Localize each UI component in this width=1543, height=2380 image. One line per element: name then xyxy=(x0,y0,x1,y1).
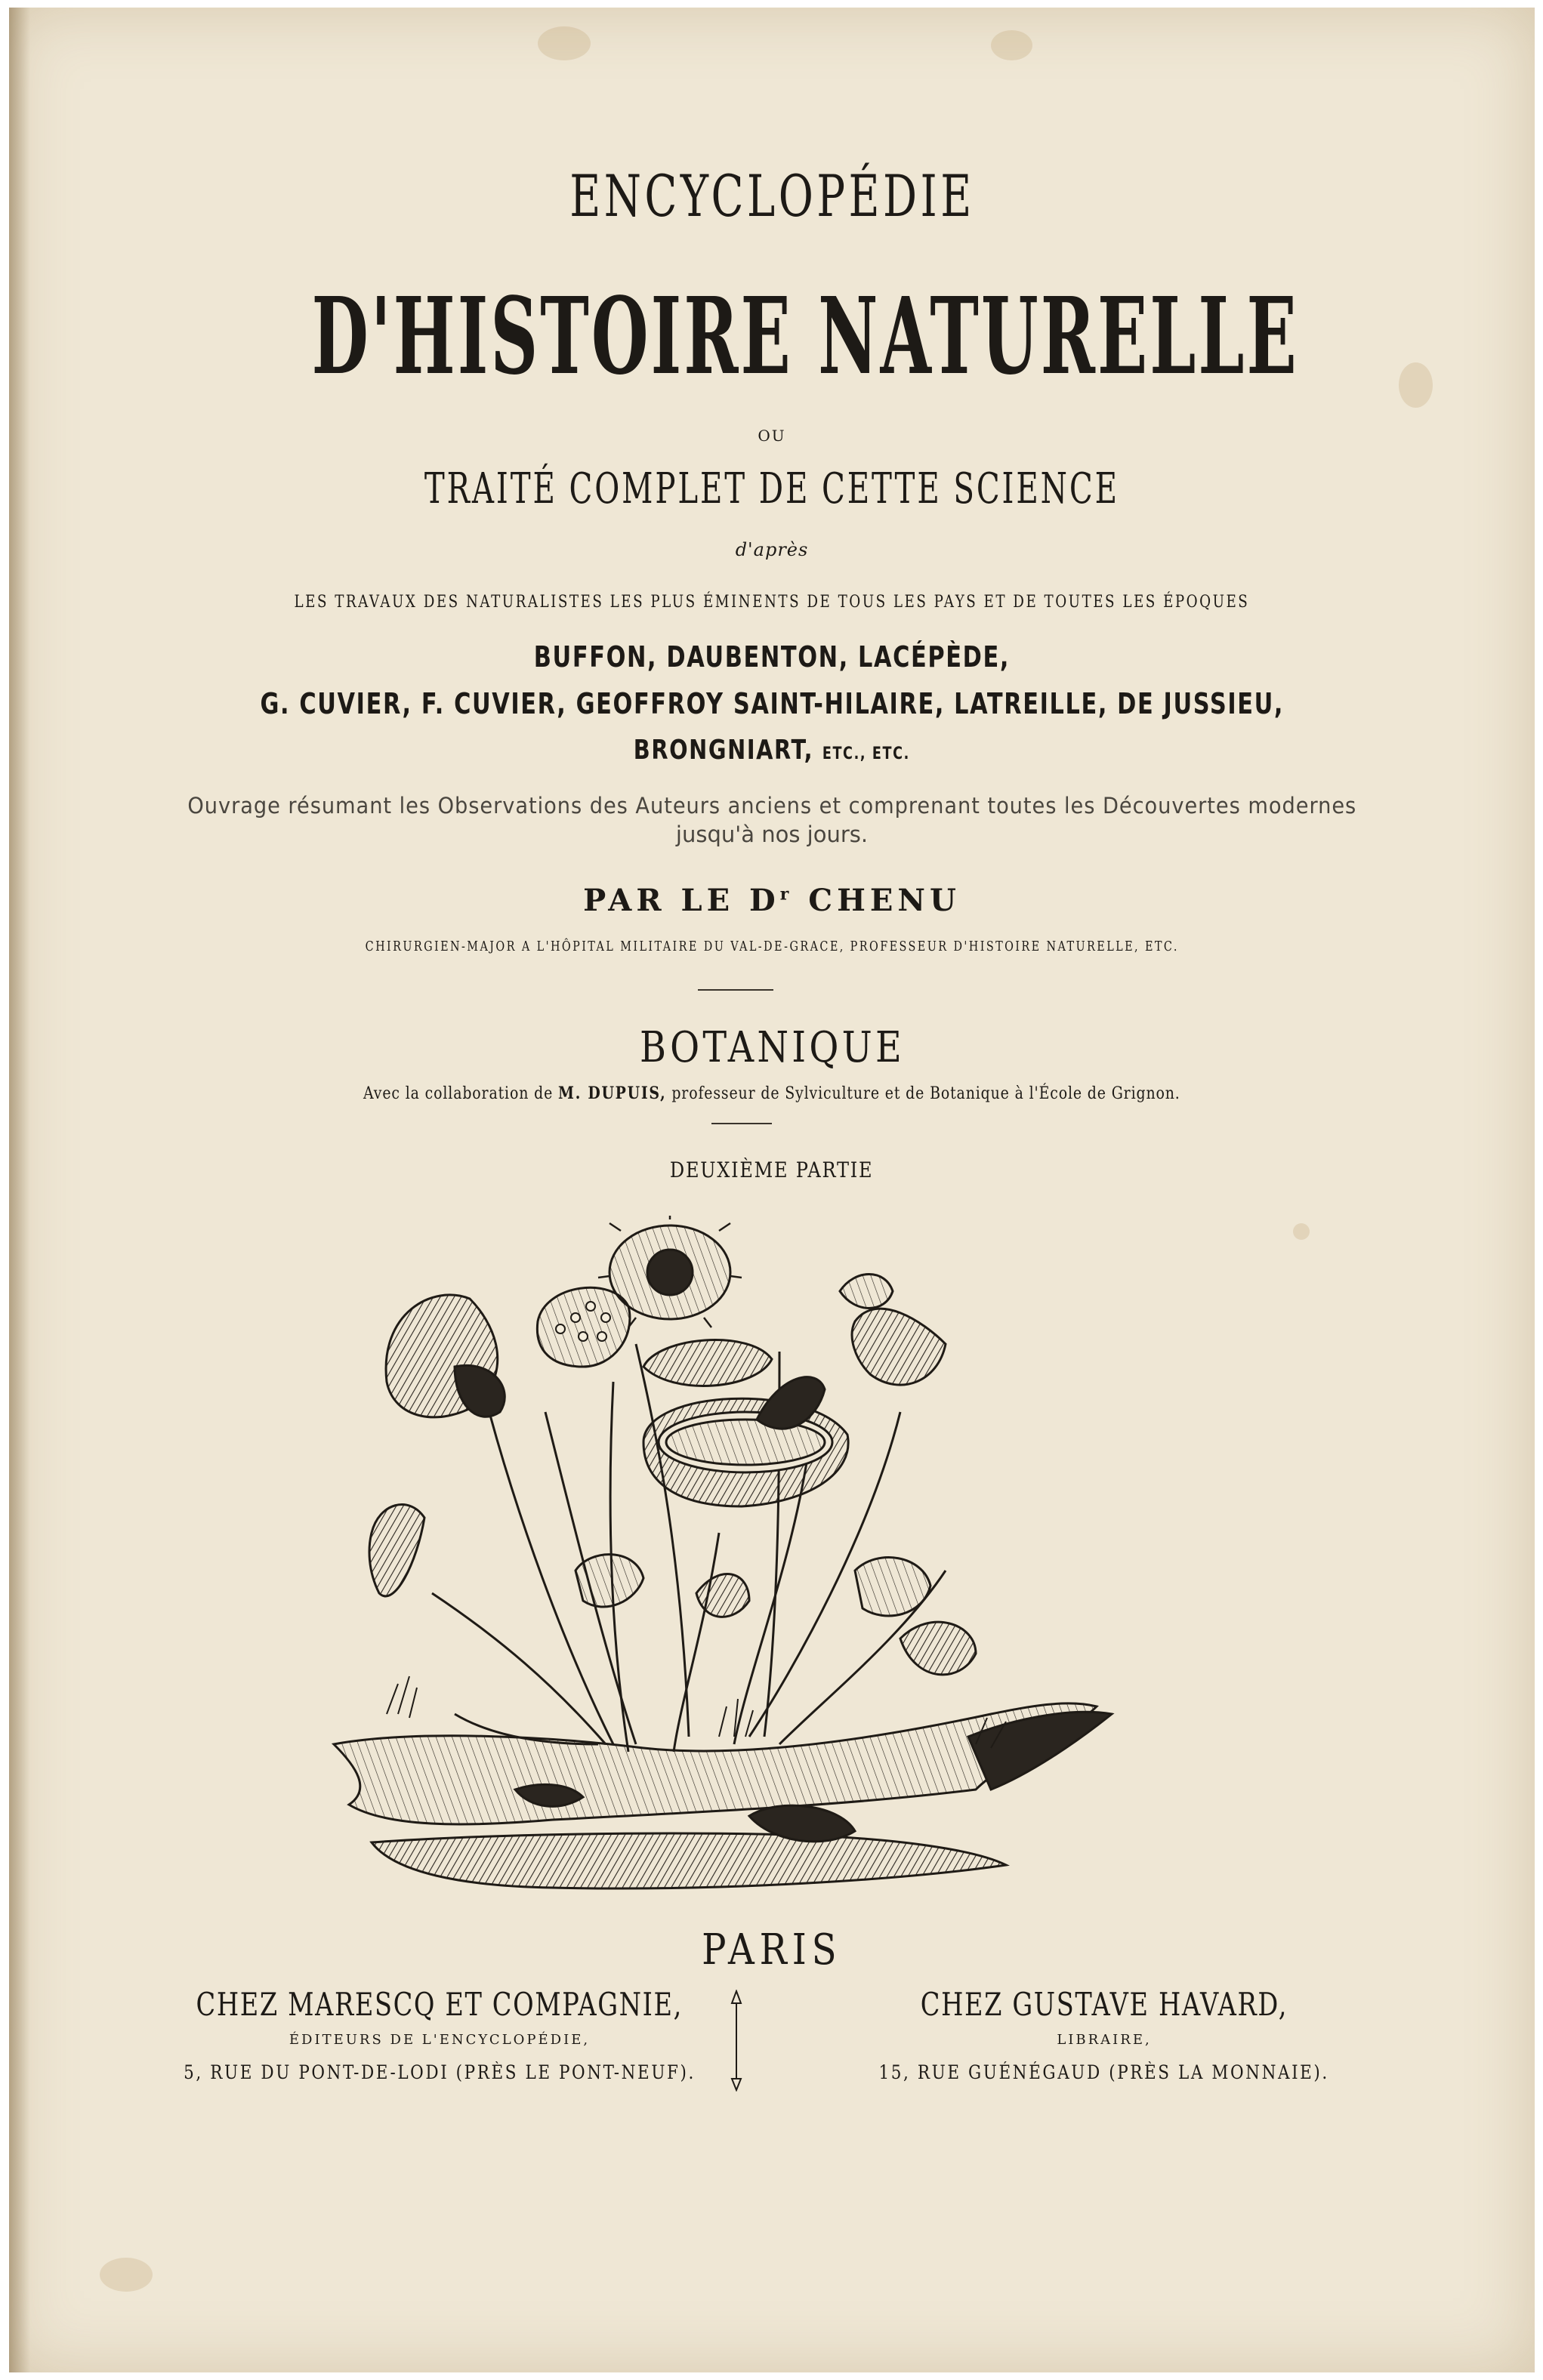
author-credentials: CHIRURGIEN-MAJOR A L'HÔPITAL MILITAIRE DU VAL-DE-GRACE, PROFESSEUR D'HISTOIRE NATURELLE, ETC. xyxy=(365,939,1179,954)
publisher-left-address: 5, RUE DU PONT-DE-LODI (PRÈS LE PONT-NEUF). xyxy=(184,2061,696,2083)
divider-rule xyxy=(698,989,773,991)
ouvrage-description: Ouvrage résumant les Observations des Auteurs anciens et comprenant toutes les Découvertes modernes xyxy=(187,793,1356,819)
publisher-left xyxy=(122,1986,757,2083)
ou-connector: OU xyxy=(758,427,786,445)
author-line: PAR LE $D^r$ CHENU xyxy=(583,883,961,918)
city: PARIS xyxy=(702,1925,842,1975)
publisher-right-role: LIBRAIRE, xyxy=(1057,2032,1152,2048)
naturalists-line-2: G. CUVIER, F. CUVIER, GEOFFROY SAINT-HILAIRE, LATREILLE, DE JUSSIEU, xyxy=(260,687,1284,720)
publisher-divider xyxy=(730,1990,742,2092)
collaboration-line: Avec la collaboration de M. DUPUIS, professeur de Sylviculture et de Botanique à l'École de Grignon. xyxy=(363,1084,1180,1103)
naturalists-line-1: BUFFON, DAUBENTON, LACÉPÈDE, xyxy=(533,640,1011,674)
subtitle: TRAITÉ COMPLET DE CETTE SCIENCE xyxy=(424,464,1120,513)
naturalists-etc: ETC., ETC. xyxy=(822,745,911,763)
travaux-line: LES TRAVAUX DES NATURALISTES LES PLUS ÉMINENTS DE TOUS LES PAYS ET DE TOUTES LES ÉPOQUES xyxy=(294,593,1250,612)
naturalists-line-3: BRONGNIART, ETC., ETC. xyxy=(633,735,911,766)
title-line-1: ENCYCLOPÉDIE xyxy=(569,162,975,230)
title-page xyxy=(9,8,1535,2372)
publisher-left-name: CHEZ MARESCQ ET COMPAGNIE, xyxy=(196,1986,684,2023)
divider-rule-2 xyxy=(711,1123,772,1124)
dapres-text: d'après xyxy=(735,539,809,560)
volume-title: BOTANIQUE xyxy=(639,1023,905,1072)
ouvrage-description-end: jusqu'à nos jours. xyxy=(675,822,869,847)
publisher-right-name: CHEZ GUSTAVE HAVARD, xyxy=(920,1986,1288,2023)
publisher-left-role: ÉDITEURS DE L'ENCYCLOPÉDIE, xyxy=(289,2032,591,2048)
title-line-2: D'HISTOIRE NATURELLE xyxy=(311,275,1299,399)
part-label: DEUXIÈME PARTIE xyxy=(670,1158,874,1182)
publisher-right-address: 15, RUE GUÉNÉGAUD (PRÈS LA MONNAIE). xyxy=(878,2061,1330,2083)
publisher-right xyxy=(787,1986,1421,2083)
water-lily-engraving xyxy=(326,1216,1165,1910)
